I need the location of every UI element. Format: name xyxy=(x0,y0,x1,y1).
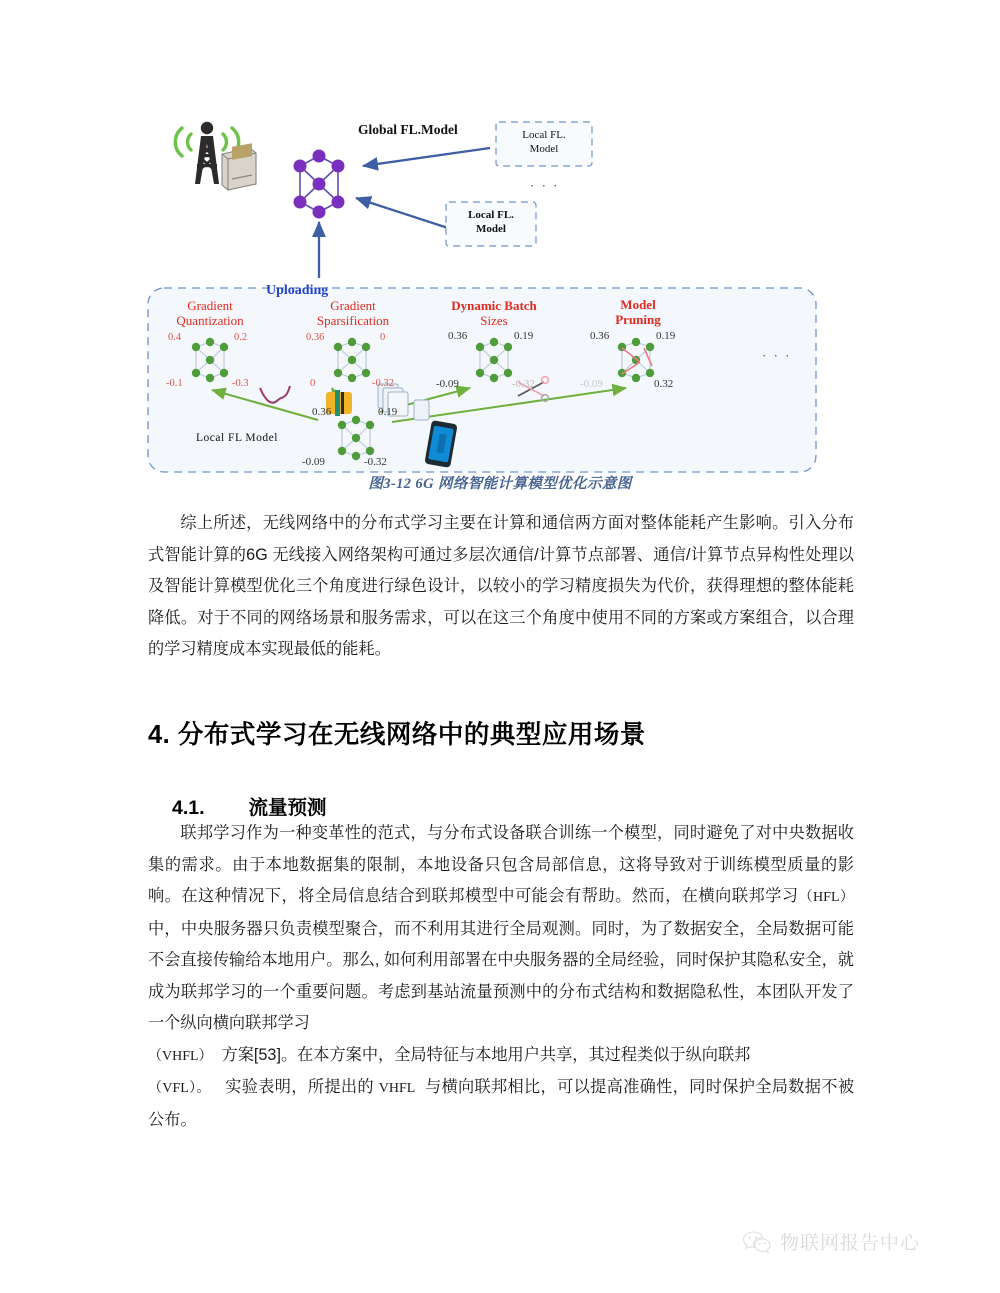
global-fl-model-network xyxy=(294,150,345,219)
local-fl-model-box-1-text xyxy=(498,128,590,156)
technique-title-3 xyxy=(582,297,694,327)
technique-title-0-line2: Quantization xyxy=(176,313,244,328)
figure-diagram-svg xyxy=(140,100,860,485)
technique-0-value-top-left: 0.4 xyxy=(168,332,182,343)
technique-2-value-top-left: 0.36 xyxy=(448,330,468,342)
figure-3-12 xyxy=(140,100,860,485)
para2-hfl: （HFL） xyxy=(798,890,854,905)
technique-title-3-line2: Pruning xyxy=(615,312,661,327)
ellipsis-right: · · · xyxy=(530,178,560,193)
local-node-value-bottom-left: -0.09 xyxy=(302,456,325,468)
arrow-local-to-global-1 xyxy=(363,148,490,166)
heading-section-4: 4. 分布式学习在无线网络中的典型应用场景 xyxy=(148,721,646,750)
heading-section-4-1 xyxy=(172,792,327,820)
para2-vfl: （VFL）。 xyxy=(148,1081,211,1096)
footer-watermark xyxy=(742,1228,920,1255)
server-icon xyxy=(222,143,256,190)
technique-1-value-bottom-right: -0.32 xyxy=(372,378,394,389)
technique-title-2 xyxy=(426,298,562,328)
figure-canvas xyxy=(140,100,860,485)
para2-vhfl2: VHFL xyxy=(378,1081,416,1096)
ellipsis-panel: · · · xyxy=(762,348,792,363)
technique-title-2-line1: Dynamic Batch xyxy=(451,298,537,313)
local-fl-model-caption: Local FL Model xyxy=(196,432,278,444)
technique-title-1-line1: Gradient xyxy=(330,298,376,313)
para2-part1: 联邦学习作为一种变革性的范式，与分布式设备联合训练一个模型，同时避免了对中央数据收集的需求。由于本地数据集的限制，本地设备只包含局部信息，这将导致对于训练模型质量的影响。在这种情况下，将全局信息结合到联邦模型中可能会有帮助。然而，在横向联邦学习 xyxy=(148,824,854,905)
technique-1-value-top-left: 0.36 xyxy=(306,332,325,343)
uploading-label: Uploading xyxy=(266,283,329,298)
technique-2-value-bottom-right: -0.32 xyxy=(512,378,535,390)
technique-2-value-top-right: 0.19 xyxy=(514,330,534,342)
wechat-icon xyxy=(742,1230,772,1254)
para2-part5: 与横向联邦相比，可以提高准确性，同时保护全局数据不被公布。 xyxy=(148,1078,855,1129)
technique-1-value-top-right: 0 xyxy=(380,332,386,343)
local-node-value-bottom-right: -0.32 xyxy=(364,456,387,468)
paragraph-conclusion: 综上所述，无线网络中的分布式学习主要在计算和通信两方面对整体能耗产生影响。引入分布式智能计算的6G 无线接入网络架构可通过多层次通信/计算节点部署、通信/计算节点异构性处理以及智能计算模型优化三个角度进行绿色设计，以较小的学习精度损失为代价，获得理想的整体能耗降低。对于不同的网络场景和服务需求，可以在这三个角度中使用不同的方案或方案组合，以合理的学习精度成本实现最低的能耗。 xyxy=(148,514,854,658)
technique-title-2-line2: Sizes xyxy=(480,313,508,328)
technique-3-value-bottom-right: 0.32 xyxy=(654,378,674,390)
paragraph-traffic-prediction xyxy=(148,818,854,1136)
arrow-local-to-global-2 xyxy=(356,198,448,228)
technique-3-value-top-right: 0.19 xyxy=(656,330,676,342)
para2-part3: 方案[53]。在本方案中，全局特征与本地用户共享，其过程类似于纵向联邦 xyxy=(221,1045,751,1064)
local-fl-model-box-2-text xyxy=(448,208,534,236)
global-fl-model-label: Global FL.Model xyxy=(358,122,458,137)
technique-0-value-bottom-left: -0.1 xyxy=(166,378,183,389)
watermark-text: 物联网报告中心 xyxy=(780,1233,921,1254)
para2-part4: 实验表明，所提出的 xyxy=(225,1078,374,1096)
technique-1-value-bottom-left: 0 xyxy=(310,378,316,389)
local-fl-model-box-2-line1: Local FL. xyxy=(468,209,514,221)
local-fl-model-box-1-line1: Local FL. xyxy=(522,129,566,141)
technique-title-1-line2: Sparsification xyxy=(316,313,390,328)
local-fl-model-box-1-line2: Model xyxy=(529,143,559,155)
technique-3-value-bottom-left: -0.09 xyxy=(580,378,603,390)
figure-caption: 图3-12 6G 网络智能计算模型优化示意图 xyxy=(368,476,632,492)
technique-3-value-top-left: 0.36 xyxy=(590,330,610,342)
technique-title-0 xyxy=(154,298,266,328)
technique-title-1 xyxy=(294,298,412,328)
heading-4-1-title: 流量预测 xyxy=(248,797,327,820)
para2-vhfl: （VHFL） xyxy=(148,1048,213,1064)
para2-part2: 中，中央服务器只负责模型聚合，而不利用其进行全局观测。同时，为了数据安全，全局数据可能不会直接传输给本地用户。那么, 如何利用部署在中央服务器的全局经验，同时保护其隐私安全，就成为联邦学习的一个重要问题。考虑到基站流量预测中的分布式结构和数据隐私性，本团队开发了一个纵向横向联邦学习 xyxy=(148,919,854,1032)
technique-2-value-bottom-left: -0.09 xyxy=(436,378,459,390)
local-fl-model-box-2-line2: Model xyxy=(476,223,506,235)
local-node-value-top-left: 0.36 xyxy=(312,406,332,418)
technique-title-3-line1: Model xyxy=(620,297,656,312)
technique-title-0-line1: Gradient xyxy=(187,298,233,313)
local-node-value-top-right: 0.19 xyxy=(378,406,398,418)
technique-0-value-bottom-right: -0.3 xyxy=(232,378,249,389)
heading-4-1-number: 4.1. xyxy=(172,797,205,820)
technique-0-value-top-right: 0.2 xyxy=(234,332,248,343)
